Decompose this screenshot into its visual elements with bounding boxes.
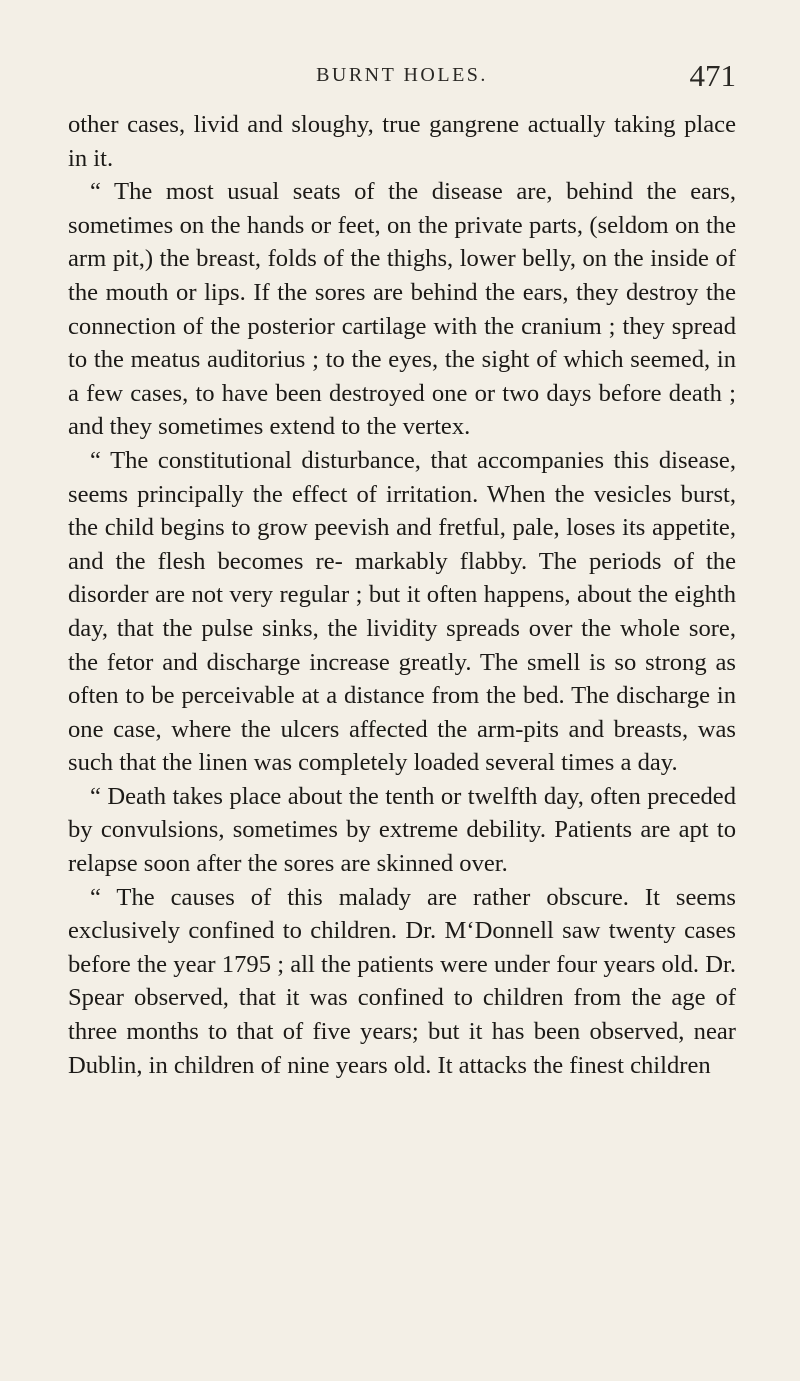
paragraph: “ The most usual seats of the disease are, behind the ears, sometimes on the hands or feet, on the private parts, (seldom on the arm pit,) the breast, folds of the thighs, lower belly, on the inside of the mouth or lips. If the sores are behind the ears, they destroy the connection of the posterior cartilage with the cranium ; they spread to the meatus auditorius ; to the eyes, the sight of which seemed, in a few cases, to have been destroyed one or two days before death ; and they sometimes extend to the vertex. <box>68 178 736 441</box>
running-title: BURNT HOLES. <box>316 64 488 86</box>
paragraph: “ Death takes place about the tenth or twelfth day, often preceded by convulsions, sometimes by extreme debility. Patients are apt to relapse soon after the sores are skinned over. <box>68 782 736 878</box>
paragraph: “ The causes of this malady are rather obscure. It seems exclusively confined to children. Dr. M‘Donnell saw twenty cases before the year 1795 ; all the patients were under four years old. Dr. Spear observed, that it was confined to children from the age of three months to that of five years; but it has been observed, near Dublin, in children of nine years old. It attacks the finest children <box>68 883 736 1079</box>
paragraph: “ The constitutional disturbance, that accompanies this disease, seems principally the effect of irritation. When the vesicles burst, the child begins to grow peevish and fretful, pale, loses its appetite, and the flesh becomes re- markably flabby. The periods of the disorder are not very regular ; but it often happens, about the eighth day, that the pulse sinks, the lividity spreads over the whole sore, the fetor and discharge increase greatly. The smell is so strong as often to be perceivable at a distance from the bed. The discharge in one case, where the ulcers affected the arm-pits and breasts, was such that the linen was completely loaded several times a day. <box>68 446 736 777</box>
running-head <box>68 58 736 98</box>
body-text <box>68 108 736 1082</box>
paragraph: other cases, livid and sloughy, true gangrene actually taking place in it. <box>68 111 736 172</box>
page-number: 471 <box>689 58 736 93</box>
